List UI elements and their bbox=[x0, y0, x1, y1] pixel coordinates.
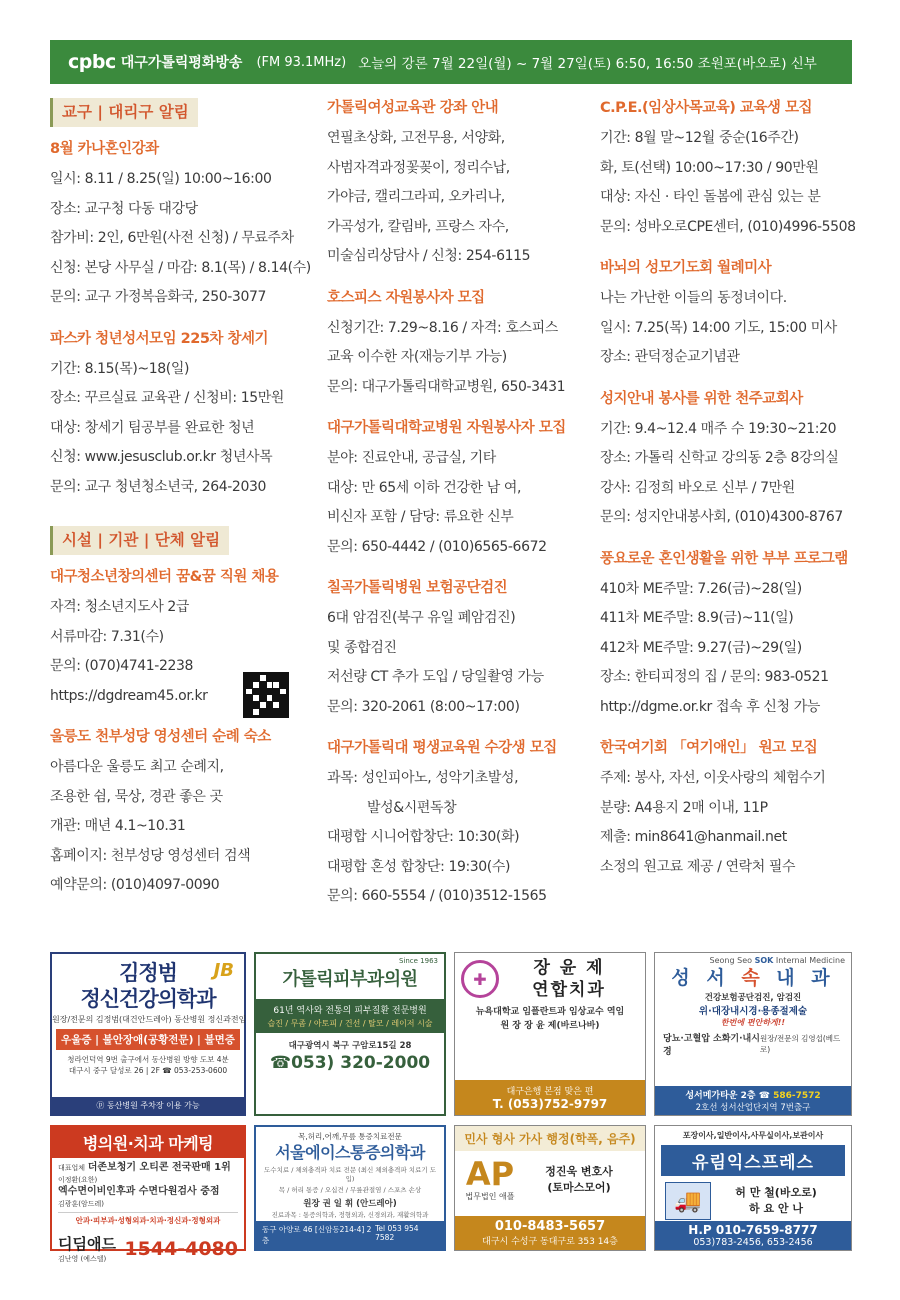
ad-band bbox=[256, 999, 444, 1033]
notice-line: 자격: 청소년지도사 2급 bbox=[50, 599, 190, 615]
notice-line: 410차 ME주말: 7.26(금)~28(일) bbox=[600, 580, 802, 597]
ad-location: 2호선 성서산업단지역 7번출구 bbox=[695, 1103, 811, 1113]
notice-title: 대구가톨릭대 평생교육원 수강생 모집 bbox=[327, 740, 557, 756]
notice-item bbox=[600, 389, 852, 533]
email-link[interactable]: 제출: min8641@hanmail.net bbox=[600, 829, 787, 845]
ad-row bbox=[655, 1028, 851, 1060]
notice-line: 홈페이지: 천부성당 영성센터 검색 bbox=[50, 847, 251, 864]
fm-frequency: (FM 93.1MHz) bbox=[256, 54, 347, 70]
ad-director: 원장 권 일 휘 (안드레아) bbox=[303, 1199, 397, 1209]
ad-internal-medicine[interactable] bbox=[654, 952, 852, 1116]
ad-doctor: 원장/전문의 김정범(대건안드레아) 동산병원 정신과전임 bbox=[52, 1015, 247, 1024]
ad-services: 포장이사,일반이사,사무실이사,보관이사 bbox=[682, 1131, 824, 1140]
notice-line: 대상: 창세기 팀공부를 완료한 청년 bbox=[50, 419, 255, 436]
notice-line: 장소: 가톨릭 신학교 강의동 2층 8강의실 bbox=[600, 450, 839, 466]
notice-title: 성지안내 봉사를 위한 천주교회사 bbox=[600, 390, 803, 407]
ad-services: 습진 / 무좀 / 아토피 / 건선 / 탈모 / 레이저 시술 bbox=[267, 1019, 433, 1028]
ad-services: 위·대장내시경·용종절제술 bbox=[698, 1006, 808, 1017]
notice-line: 저선량 CT 추가 도입 / 당일촬영 가능 bbox=[327, 669, 544, 685]
ad-address: 동구 아양로 46 [신암동214-4] 2층 bbox=[262, 1225, 372, 1245]
notice-line: 장소: 한티피정의 집 / 문의: 983-0521 bbox=[600, 669, 829, 685]
notice-line: 강사: 김정희 바오로 신부 / 7만원 bbox=[600, 479, 795, 496]
ad-kim-psychiatry[interactable] bbox=[50, 952, 246, 1116]
notice-item bbox=[327, 288, 582, 403]
ad-services: 도수치료 / 체외충격파 치료 전문 (최신 체외충격파 치료기 도입) bbox=[264, 1166, 436, 1183]
ad-owners: 허 만 철(바오로) 하 요 안 나 bbox=[735, 1186, 817, 1215]
notice-line: 대상: 자신 · 타인 돌봄에 관심 있는 분 bbox=[600, 189, 821, 205]
ad-specialties: 당뇨·고혈압 소화기·내시경 bbox=[663, 1034, 760, 1057]
ad-slogan: 한번에 편안하게!! bbox=[720, 1018, 786, 1027]
homily-schedule: 오늘의 강론 7월 22일(월) ~ 7월 27일(토) 6:50, 16:50 조원포(바오로) 신부 bbox=[358, 56, 817, 72]
ad-director: 정진욱 변호사 (토마스모어) bbox=[545, 1164, 613, 1194]
ad-name: 유림익스프레스 bbox=[661, 1145, 845, 1176]
notice-line: 대평합 시니어합창단: 10:30(화) bbox=[327, 829, 520, 845]
ad-phone: Tel 053 954 7582 bbox=[375, 1224, 419, 1242]
header-bar bbox=[50, 40, 852, 84]
ad-phone: 053)783-2456, 653-2456 bbox=[693, 1237, 813, 1248]
notice-line: 문의: 650-4442 / (010)6565-6672 bbox=[327, 538, 547, 555]
notice-line: 문의: (070)4741-2238 bbox=[50, 658, 193, 674]
ad-name: 정신건강의학과 bbox=[80, 987, 216, 1011]
notice-line: 문의: 교구 가정복음화국, 250-3077 bbox=[50, 289, 266, 305]
notice-line: 개관: 매년 4.1~10.31 bbox=[50, 818, 186, 834]
notice-title: 칠곡가톨릭병원 보험공단검진 bbox=[327, 580, 508, 596]
notice-line: 교육 이수한 자(재능기부 가능) bbox=[327, 349, 507, 365]
ad-phone: T. (053)752-9797 bbox=[492, 1097, 608, 1111]
notice-line: 신청: www.jesusclub.or.kr 청년사목 bbox=[50, 449, 273, 465]
notice-title: C.P.E.(임상사목교육) 교육생 모집 bbox=[600, 100, 812, 116]
ad-specialties: 안과·피부과·성형외과·치과·정신과·정형외과 bbox=[58, 1212, 238, 1227]
notice-line: 문의: 성바오로CPE센터, (010)4996-5508 bbox=[600, 218, 856, 235]
ad-law-firm[interactable] bbox=[454, 1125, 646, 1251]
ad-top bbox=[455, 953, 645, 1005]
notice-line: 참가비: 2인, 6만원(사전 신청) / 무료주차 bbox=[50, 230, 294, 246]
notice-item bbox=[327, 98, 582, 272]
notice-line: 기간: 8.15(목)~18(일) bbox=[50, 360, 190, 377]
ad-services: 민사 형사 가사 행정(학폭, 음주) bbox=[455, 1126, 645, 1151]
notice-title: 풍요로운 혼인생활을 위한 부부 프로그램 bbox=[600, 550, 848, 567]
ad-services: 건강보험공단검진, 암검진 bbox=[704, 993, 802, 1003]
notice-line: 일시: 7.25(목) 14:00 기도, 15:00 미사 bbox=[600, 319, 837, 336]
ad-address: 대구시 수성구 동대구로 353 14층 bbox=[482, 1237, 618, 1247]
ad-services: 목 / 허리 통증 / 오십견 / 무릎관절염 / 스포츠 손상 bbox=[278, 1186, 422, 1194]
website-link[interactable]: http://dgme.or.kr 접속 후 신청 가능 bbox=[600, 698, 820, 715]
ad-departments: 진료과목 : 통증의학과, 정형외과, 신경외과, 재활의학과 bbox=[271, 1211, 429, 1219]
ad-phone: ☎053) 320-2000 bbox=[269, 1053, 431, 1073]
notice-line: 사범자격과정꽃꽂이, 정리수납, bbox=[327, 159, 510, 176]
ad-slogan: 목,허리,어깨,무릎 통증치료전문 bbox=[298, 1132, 402, 1141]
notice-line: 장소: 교구청 다동 대강당 bbox=[50, 200, 198, 217]
ad-slogan: 61년 역사와 전통의 피부질환 전문병원 bbox=[273, 1006, 427, 1016]
ad-director: 원장/전문의 김영섭(베드로) bbox=[759, 1034, 841, 1054]
notice-line: 가야금, 캘리그라피, 오카리나, bbox=[327, 189, 505, 205]
ad-address: 청라언덕역 9번 출구에서 동산병원 방향 도보 4분 bbox=[67, 1055, 229, 1064]
ad-body: 대표업체 더존보청기 오티콘 전국판매 1위 이정환(요한) 엑수면이비인후과 수면다원검사 중점 김광훈(암드레) 안과·피부과·성형외과·치과·정신과·정형외과 bbox=[52, 1158, 244, 1231]
notice-line: 발성&시편독창 bbox=[367, 799, 457, 816]
ad-name: 서울에이스통증의학과 bbox=[275, 1143, 425, 1162]
notice-line: 서류마감: 7.31(수) bbox=[50, 628, 164, 645]
ad-footer bbox=[655, 1221, 851, 1250]
jb-logo-icon: JB bbox=[213, 960, 234, 981]
notice-item bbox=[50, 727, 312, 901]
ad-phone: 010-8483-5657 bbox=[494, 1219, 606, 1234]
notice-item bbox=[327, 418, 582, 562]
notice-line: 연필초상화, 고전무용, 서양화, bbox=[327, 130, 505, 146]
ad-address: 대구광역시 북구 구암로15길 28 bbox=[288, 1041, 412, 1051]
ad-footer: 디딤애드 김난영 (예스델) 1544-4080 bbox=[58, 1235, 238, 1263]
apple-law-logo-icon: AP 법무법인 애플 bbox=[465, 1155, 515, 1201]
ad-name: 병의원·치과 마케팅 bbox=[52, 1127, 244, 1158]
ad-location: 대구은행 본점 맞은 편 bbox=[506, 1087, 594, 1097]
notice-line: 장소: 꾸르실료 교육관 / 신청비: 15만원 bbox=[50, 390, 284, 406]
notice-line: 조용한 쉼, 묵상, 경관 좋은 곳 bbox=[50, 788, 223, 805]
notice-line: 분량: A4용지 2매 이내, 11P bbox=[600, 799, 768, 816]
notice-line: 기간: 8월 말~12월 중순(16주간) bbox=[600, 130, 799, 146]
ad-parking: ⓟ 동산병원 주차장 이용 가능 bbox=[52, 1097, 244, 1114]
notice-line: 신청: 본당 사무실 / 마감: 8.1(목) / 8.14(수) bbox=[50, 259, 311, 276]
notice-item bbox=[600, 258, 852, 373]
notice-line: 아름다운 울릉도 최고 순례지, bbox=[50, 759, 224, 775]
ad-name: 연합치과 bbox=[532, 980, 606, 1000]
notice-line: 문의: 660-5554 / (010)3512-1565 bbox=[327, 888, 547, 904]
ad-name: 가톨릭피부과의원 bbox=[282, 969, 418, 990]
website-link[interactable]: https://dgdream45.or.kr bbox=[50, 687, 208, 704]
notice-title: 바뇌의 성모기도회 월례미사 bbox=[600, 260, 772, 276]
notice-item bbox=[600, 549, 852, 723]
ad-top: Seong Seo SOK Internal Medicine bbox=[709, 956, 845, 965]
notice-title: 대구청소년창의센터 꿈&꿈 직원 채용 bbox=[50, 569, 279, 585]
ad-pain-clinic[interactable] bbox=[254, 1125, 446, 1251]
notice-item bbox=[600, 98, 856, 242]
notice-line: 문의: 성지안내봉사회, (010)4300-8767 bbox=[600, 509, 843, 525]
notice-item bbox=[50, 139, 312, 313]
ad-phone: H.P 010-7659-8777 bbox=[688, 1223, 818, 1237]
notice-line: 예약문의: (010)4097-0090 bbox=[50, 877, 220, 893]
notice-item bbox=[327, 738, 582, 912]
ad-footer bbox=[256, 1221, 444, 1249]
ad-footer: 성서메가타운 2층 ☎ 586-7572 2호선 성서산업단지역 7번출구 bbox=[655, 1086, 851, 1115]
ad-address: 대구시 중구 달성로 26 | 2F ☎ 053-253-0600 bbox=[68, 1066, 228, 1075]
notice-title: 호스피스 자원봉사자 모집 bbox=[327, 289, 485, 306]
notice-line: 소정의 원고료 제공 / 연락처 필수 bbox=[600, 858, 796, 875]
notice-line: 문의: 대구가톨릭대학교병원, 650-3431 bbox=[327, 378, 566, 395]
notice-line: 일시: 8.11 / 8.25(일) 10:00~16:00 bbox=[50, 171, 272, 187]
ad-moving-company[interactable] bbox=[654, 1125, 852, 1251]
notice-line: 장소: 관덕정순교기념관 bbox=[600, 349, 740, 365]
ad-name: 성 서 속 내 과 bbox=[671, 967, 835, 989]
dental-cross-icon: ✚ bbox=[461, 960, 499, 998]
section-heading-diocese: 교구 | 대리구 알림 bbox=[50, 98, 198, 127]
notice-title: 한국여기회 「여기애인」 원고 모집 bbox=[600, 740, 818, 756]
notice-line: 6대 암검진(북구 유일 폐암검진) bbox=[327, 610, 516, 626]
notice-title: 파스카 청년성서모임 225차 창세기 bbox=[50, 330, 269, 347]
notice-line: 미술심리상담사 / 신청: 254-6115 bbox=[327, 248, 531, 264]
notice-line: 문의: 교구 청년청소년국, 264-2030 bbox=[50, 478, 266, 495]
notice-title: 대구가톨릭대학교병원 자원봉사자 모집 bbox=[327, 420, 566, 436]
notice-line: 및 종합검진 bbox=[327, 639, 397, 656]
cpbc-logo: cpbc bbox=[68, 51, 116, 73]
column-right bbox=[600, 98, 856, 898]
ad-body bbox=[455, 1151, 645, 1208]
ad-director: 원 장 장 윤 제(바르나바) bbox=[500, 1021, 600, 1031]
notice-line: 비신자 포함 / 담당: 류요한 신부 bbox=[327, 509, 514, 525]
notice-title: 가톨릭여성교육관 강좌 안내 bbox=[327, 100, 499, 116]
notice-line: 대상: 만 65세 이하 건강한 남 여, bbox=[327, 479, 522, 496]
ad-footer bbox=[455, 1080, 645, 1115]
notice-title: 8월 카나혼인강좌 bbox=[50, 141, 159, 157]
ad-catholic-dermatology[interactable] bbox=[254, 952, 446, 1116]
truck-icon: 🚚 bbox=[665, 1182, 711, 1220]
notice-item bbox=[327, 578, 582, 722]
section-heading-facilities: 시설 | 기관 | 단체 알림 bbox=[50, 526, 229, 555]
notice-line: 분야: 진료안내, 공급실, 기타 bbox=[327, 450, 496, 466]
notice-line: 화, 토(선택) 10:00~17:30 / 90만원 bbox=[600, 159, 819, 176]
ad-credential: 뉴욕대학교 임플란트과 임상교수 역임 bbox=[475, 1007, 625, 1017]
column-diocese-notices bbox=[50, 98, 312, 917]
ad-marketing[interactable] bbox=[50, 1125, 246, 1263]
notice-item bbox=[600, 738, 852, 882]
notice-line: 나는 가난한 이들의 동정녀이다. bbox=[600, 290, 787, 306]
qr-code-icon[interactable] bbox=[243, 672, 289, 718]
notice-line: 과목: 성인피아노, 성악기초발성, bbox=[327, 770, 519, 786]
notice-line: 412차 ME주말: 9.27(금)~29(일) bbox=[600, 639, 802, 656]
ad-dental[interactable] bbox=[454, 952, 646, 1116]
notice-line: 주제: 봉사, 자선, 이웃사랑의 체험수기 bbox=[600, 770, 826, 786]
notice-title: 울릉도 천부성당 영성센터 순례 숙소 bbox=[50, 729, 271, 745]
ad-footer bbox=[455, 1216, 645, 1250]
ad-name: 장 윤 제 bbox=[533, 958, 605, 978]
notice-line: 기간: 9.4~12.4 매주 수 19:30~21:20 bbox=[600, 420, 837, 437]
notice-line: 가곡성가, 칼림바, 프랑스 자수, bbox=[327, 218, 509, 235]
ad-since: Since 1963 bbox=[398, 957, 438, 965]
notice-line: 신청기간: 7.29~8.16 / 자격: 호스피스 bbox=[327, 319, 558, 336]
notice-line: 문의: 320-2061 (8:00~17:00) bbox=[327, 698, 520, 715]
station-name: 대구가톨릭평화방송 bbox=[120, 55, 243, 71]
ad-phone: 1544-4080 bbox=[124, 1237, 238, 1260]
notice-line: 대평합 혼성 합창단: 19:30(수) bbox=[327, 858, 511, 875]
notice-line: 411차 ME주말: 8.9(금)~11(일) bbox=[600, 610, 794, 626]
ad-name: 김정범 bbox=[119, 961, 177, 985]
column-center bbox=[327, 98, 582, 928]
notice-item bbox=[50, 329, 312, 503]
ad-specialties: 우울증 | 불안장애(공황전문) | 불면증 bbox=[56, 1029, 240, 1050]
ad-body bbox=[655, 1180, 851, 1222]
